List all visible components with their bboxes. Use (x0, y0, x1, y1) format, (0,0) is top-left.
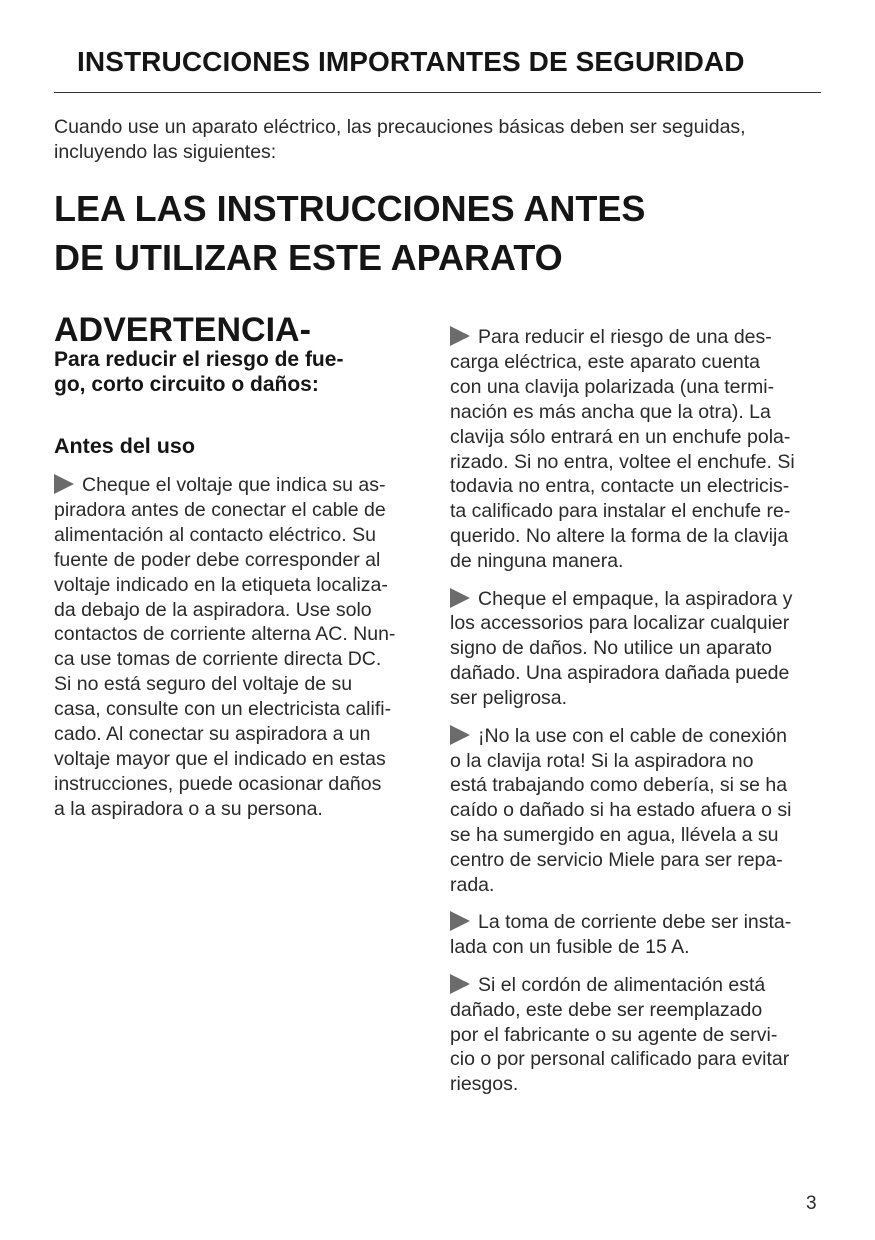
warning-title: ADVERTENCIA- (54, 311, 311, 349)
paragraph-line: voltaje indicado en la etiqueta localiza- (54, 573, 388, 596)
paragraph-line: o la clavija rota! Si la aspiradora no (450, 749, 754, 772)
fuse-paragraph (450, 910, 822, 960)
paragraph-line: riesgos. (450, 1073, 519, 1096)
paragraph-line: caído o dañado si ha estado afuera o si (450, 799, 792, 822)
paragraph-line: contactos de corriente alterna AC. Nun- (54, 623, 396, 646)
paragraph-line: ser peligrosa. (450, 687, 568, 710)
damaged-cable-paragraph (450, 724, 822, 898)
triangle-right-icon (450, 974, 470, 994)
paragraph-line: por el fabricante o su agente de servi- (450, 1023, 778, 1046)
polarized-plug-paragraph (450, 325, 822, 574)
paragraph-line: ca use tomas de corriente directa DC. (54, 648, 382, 671)
left-column (54, 309, 424, 822)
paragraph-line (450, 973, 822, 998)
paragraph-line: alimentación al contacto eléctrico. Su (54, 523, 376, 546)
paragraph-line (450, 325, 822, 350)
paragraph-line: se ha sumergido en agua, llévela a su (450, 824, 779, 847)
paragraph-line-text: Cheque el voltaje que indica su as- (82, 474, 386, 496)
paragraph-line: centro de servicio Miele para ser repa- (450, 849, 783, 872)
intro-line: incluyendo las siguientes: (54, 141, 277, 163)
triangle-right-icon (54, 474, 74, 494)
paragraph-line: casa, consulte con un electricista califi- (54, 698, 392, 721)
paragraph-line: dañado. Una aspiradora dañada puede (450, 662, 790, 685)
paragraph-line: da debajo de la aspiradora. Use solo (54, 598, 372, 621)
before-use-paragraph (54, 473, 424, 822)
intro-text (54, 115, 824, 165)
paragraph-line (450, 587, 822, 612)
header-title: INSTRUCCIONES IMPORTANTES DE SEGURIDAD (77, 46, 745, 77)
paragraph-line: de ninguna manera. (450, 550, 624, 573)
paragraph-line: ta calificado para instalar el enchufe re- (450, 500, 791, 523)
paragraph-line-text: Cheque el empaque, la aspiradora y (478, 587, 793, 610)
right-column (450, 325, 822, 1097)
paragraph-line-text: Si el cordón de alimentación está (478, 973, 766, 996)
paragraph-line: signo de daños. No utilice un aparato (450, 637, 772, 660)
paragraph-line: cado. Al conectar su aspiradora a un (54, 723, 371, 746)
paragraph-line: con una clavija polarizada (una termi- (450, 375, 775, 398)
paragraph-line: voltaje mayor que el indicado en estas (54, 747, 386, 770)
paragraph-line-text: ¡No la use con el cable de conexión (478, 724, 787, 747)
section-heading-before-use: Antes del uso (54, 434, 195, 458)
paragraph-line: lada con un fusible de 15 A. (450, 936, 690, 959)
paragraph-line: todavia no entra, contacte un electricis- (450, 475, 790, 498)
paragraph-line (450, 910, 822, 935)
page-header (54, 44, 821, 93)
paragraph-line: cio o por personal calificado para evitar (450, 1048, 790, 1071)
warning-subtitle-line: go, corto circuito o daños: (54, 373, 319, 396)
paragraph-line: dañado, este debe ser reemplazado (450, 998, 763, 1021)
paragraph-line: rizado. Si no entra, voltee el enchufe. Si (450, 450, 795, 473)
paragraph-line: instrucciones, puede ocasionar daños (54, 772, 382, 795)
paragraph-line: clavija sólo entrará en un enchufe pola- (450, 425, 791, 448)
paragraph-line (450, 724, 822, 749)
triangle-right-icon (450, 326, 470, 346)
warning-subtitle (54, 347, 424, 397)
main-heading-line: LEA LAS INSTRUCCIONES ANTES (54, 188, 646, 229)
paragraph-line: querido. No altere la forma de la clavija (450, 525, 789, 548)
paragraph-line: a la aspiradora o a su persona. (54, 797, 323, 820)
paragraph-line-text: Para reducir el riesgo de una des- (478, 326, 772, 348)
paragraph-line: nación es más ancha que la otra). La (450, 400, 771, 423)
triangle-right-icon (450, 911, 470, 931)
paragraph-line: piradora antes de conectar el cable de (54, 498, 386, 521)
paragraph-line: fuente de poder debe corresponder al (54, 548, 381, 571)
intro-line: Cuando use un aparato eléctrico, las precauciones básicas deben ser seguidas, (54, 116, 746, 138)
triangle-right-icon (450, 588, 470, 608)
paragraph-line: rada. (450, 874, 495, 897)
main-heading-line: DE UTILIZAR ESTE APARATO (54, 237, 563, 278)
power-cord-paragraph (450, 973, 822, 1098)
paragraph-line: Si no está seguro del voltaje de su (54, 673, 353, 696)
warning-subtitle-line: Para reducir el riesgo de fue- (54, 348, 344, 371)
paragraph-line: los accessorios para localizar cualquier (450, 612, 790, 635)
paragraph-line: carga eléctrica, este aparato cuenta (450, 350, 761, 373)
paragraph-line (54, 473, 424, 498)
triangle-right-icon (450, 725, 470, 745)
paragraph-line-text: La toma de corriente debe ser insta- (478, 911, 792, 934)
paragraph-line: está trabajando como debería, si se ha (450, 774, 788, 797)
packaging-check-paragraph (450, 587, 822, 712)
main-heading (54, 184, 824, 282)
page-number: 3 (806, 1193, 817, 1214)
